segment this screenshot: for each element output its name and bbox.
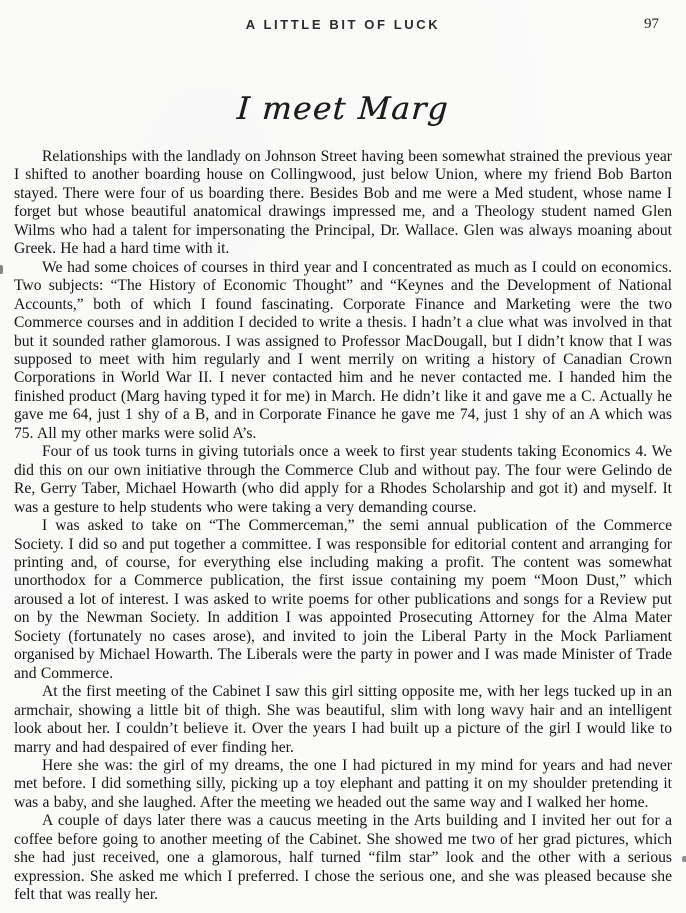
paragraph: Here she was: the girl of my dreams, the one I had pictured in my mind for years and had never met before. I did something silly, picking up a toy elephant and patting it on my shoulder pretending it was a baby, and she laughed. After the meeting we headed out the same way and I walked her home. (14, 756, 672, 811)
body-text (0, 148, 686, 905)
paragraph: We had some choices of courses in third year and I concentrated as much as I could on economics. Two subjects: “The History of Economic Thought” and “Keynes and the Development of National Accounts,” both of which I found fascinating. Corporate Finance and Marketing were the two Commerce courses and in addition I decided to write a thesis. I hadn’t a clue what was involved in that but it sounded rather glamorous. I was assigned to Professor MacDougall, but I didn’t know that I was supposed to meet with him regularly and I went merrily on writing a history of Canadian Crown Corporations in World War II. I never contacted him and he never contacted me. I handed him the finished product (Marg having typed it for me) in March. He didn’t like it and gave me a C. Actually he gave me 64, just 1 shy of a B, and in Corporate Finance he gave me 74, just 1 shy of an A which was 75. All my other marks were solid A’s. (14, 258, 672, 442)
paragraph: At the first meeting of the Cabinet I saw this girl sitting opposite me, with her legs tucked up in an armchair, showing a little bit of thigh. She was beautiful, slim with long wavy hair and an intelligent look about her. I couldn’t believe it. Over the years I had built up a picture of the girl I would like to marry and had despaired of ever finding her. (14, 683, 672, 756)
running-title: A LITTLE BIT OF LUCK (245, 17, 441, 32)
chapter-title: I meet Marg (235, 91, 451, 127)
paragraph: Relationships with the landlady on Johnson Street having been somewhat strained the previous year I shifted to another boarding house on Collingwood, just below Union, where my friend Bob Barton stayed. There were four of us boarding there. Besides Bob and me were a Med student, whose name I forget but whose beautiful anatomical drawings impressed me, and a Theology student named Glen Wilms who had a talent for impersonating the Principal, Dr. Wallace. Glen was always moaning about Greek. He had a hard time with it. (14, 148, 672, 258)
scan-speck (682, 856, 686, 862)
scan-speck (0, 265, 3, 274)
paragraph: I was asked to take on “The Commerceman,” the semi annual publication of the Commerce Society. I did so and put together a committee. I was responsible for editorial content and arranging for printing and, of course, for everything else including making a profit. The content was somewhat unorthodox for a Commerce publication, the first issue containing my poem “Moon Dust,” which aroused a lot of interest. I was asked to write poems for other publications and songs for a Review put on by the Newman Society. In addition I was appointed Prosecuting Attorney for the Alma Mater Society (fortunately no cases arose), and invited to join the Liberal Party in the Mock Parliament organised by Michael Howarth. The Liberals were the party in power and I was made Minister of Trade and Commerce. (14, 517, 672, 682)
paragraph: A couple of days later there was a caucus meeting in the Arts building and I invited her out for a coffee before going to another meeting of the Cabinet. She showed me two of her grad pictures, which she had just received, one a glamorous, half turned “film star” look and the other with a serious expression. She asked me which I preferred. I chose the serious one, and she was pleased because she felt that was really her. (14, 812, 672, 904)
paragraph: Four of us took turns in giving tutorials once a week to first year students taking Economics 4. We did this on our own initiative through the Commerce Club and without pay. The four were Gelindo de Re, Gerry Taber, Michael Howarth (who did apply for a Rhodes Scholarship and got it) and myself. It was a gesture to help students who were taking a very demanding course. (14, 443, 672, 516)
page-number: 97 (644, 16, 659, 32)
page-header (0, 0, 686, 36)
